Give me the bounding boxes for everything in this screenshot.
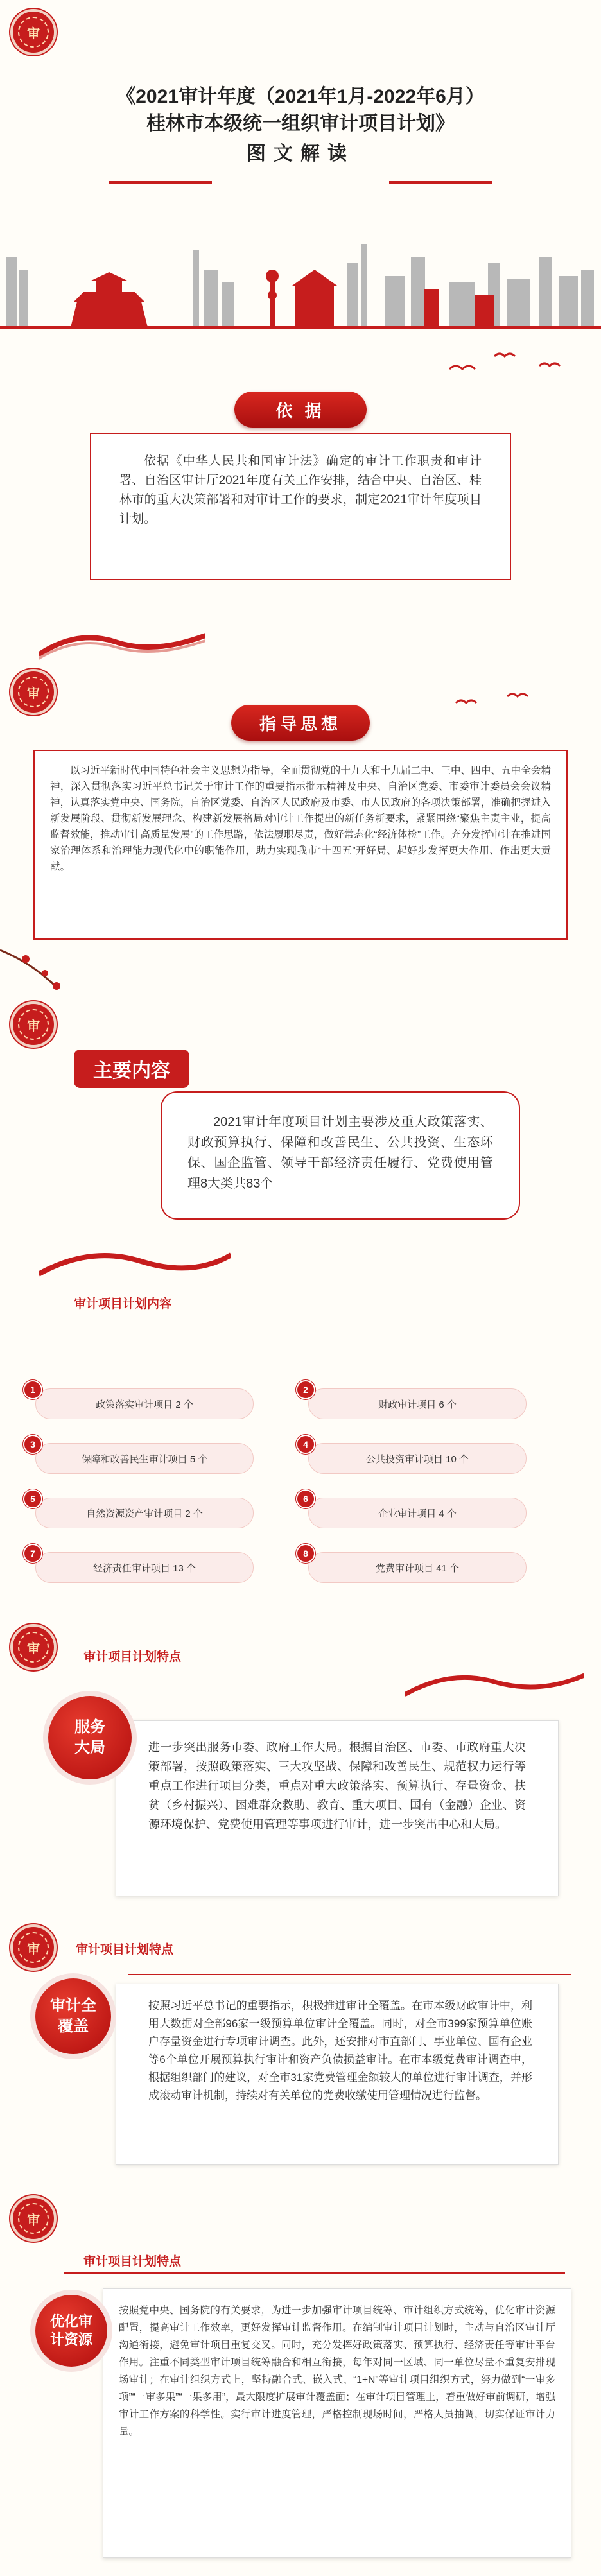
plan-item-number: 6 <box>296 1489 315 1508</box>
divider <box>128 1974 571 1975</box>
feature3-text: 按照党中央、国务院的有关要求，为进一步加强审计项目统筹、审计组织方式统筹，优化审计资源配置，提高审计工作效率，更好发挥审计监督作用。在编制审计项目计划时，主动与自治区审计厅沟通衔接，避免审计项目重复交叉。同时，充分发挥好政策落实、预算执行、经济责任等审计平台作用。注重不同类型审计项目统筹融合和相互衔接，每年对同一区域、同一单位尽量不重复安排现场审计；在审计组织方式上，坚持融合式、嵌入式、“1+N”等审计项目组织方式，努力做到“一审多项”“一审多果”“一果多用”，最大限度扩展审计覆盖面；在审计项目管理上，着重做好审前调研，增强审计工作方案的科学性。实行审计进度管理，严格控制现场时间，严格人员抽调，切实保证审计力量。 <box>119 2305 555 2437</box>
basis-text: 依据《中华人民共和国审计法》确定的审计工作职责和审计署、自治区审计厅2021年度有关工作安排，结合中央、自治区、桂林市的重大决策部署和对审计工作的要求，制定2021审计年度项目计划。 <box>119 454 482 526</box>
plan-item-number: 7 <box>23 1544 42 1563</box>
plan-item-8: 党费审计项目 41 个 <box>308 1552 527 1583</box>
plan-item-number: 3 <box>23 1435 42 1454</box>
plan-item-5: 自然资源资产审计项目 2 个 <box>35 1498 254 1528</box>
birds-icon <box>449 687 578 713</box>
plan-item-2: 财政审计项目 6 个 <box>308 1388 527 1419</box>
plan-item-3: 保障和改善民生审计项目 5 个 <box>35 1443 254 1474</box>
plan-item-7: 经济责任审计项目 13 个 <box>35 1552 254 1583</box>
feature1-badge: 服务 大局 <box>48 1696 132 1779</box>
emblem-icon: 审 <box>10 2195 57 2242</box>
plan-heading: 审计项目计划内容 <box>74 1297 172 1311</box>
feature2-box <box>116 1984 559 2165</box>
plan-item-1: 政策落实审计项目 2 个 <box>35 1388 254 1419</box>
feature3-box <box>103 2288 571 2558</box>
feature1-text: 进一步突出服务市委、政府工作大局。根据自治区、市委、市政府重大决策部署，按照政策落实、三大攻坚战、保障和改善民生、规范权力运行等重点工作进行项目分类，重点对重大政策落实、预算执行、存量资金、扶贫（乡村振兴）、困难群众救助、教育、重大项目、国有（金融）企业、资源环境保护、党费使用管理等事项进行审计，进一步突出中心和大局。 <box>148 1741 526 1831</box>
feature2-text: 按照习近平总书记的重要指示，积极推进审计全覆盖。在市本级财政审计中，利用大数据对全部96家一级预算单位审计全覆盖。同时，对全市399家预算单位账户存量资金进行专项审计调查。此外，还安排对市直部门、事业单位、国有企业等6个单位开展预算执行审计和资产负债损益审计。在市本级党费审计调查中，根据组织部门的建议，对全市31家党费管理金额较大的单位进行审计调查，并形成滚动审计机制，持续对有关单位的党费收缴使用管理情况进行监督。 <box>148 2000 532 2102</box>
basis-heading: 依 据 <box>234 392 367 428</box>
plan-item-4: 公共投资审计项目 10 个 <box>308 1443 527 1474</box>
plan-item-number: 5 <box>23 1489 42 1508</box>
feature3-badge: 优化审 计资源 <box>35 2295 107 2367</box>
emblem-icon: 审 <box>10 669 57 715</box>
emblem-icon: 审 <box>10 1624 57 1670</box>
plum-branch-decoration <box>0 944 96 1001</box>
plan-item-number: 8 <box>296 1544 315 1563</box>
title-line-2: 桂林市本级统一组织审计项目计划》 <box>146 113 455 134</box>
emblem-icon: 审 <box>10 1924 57 1971</box>
feature2-heading: 审计项目计划特点 <box>76 1943 174 1957</box>
emblem-icon: 审 <box>10 1001 57 1048</box>
plan-item-6: 企业审计项目 4 个 <box>308 1498 527 1528</box>
great-wall-decoration <box>39 616 205 661</box>
feature2-badge: 审计全 覆盖 <box>35 1978 111 2054</box>
main-content-text: 2021审计年度项目计划主要涉及重大政策落实、财政预算执行、保障和改善民生、公共投资、生态环保、国企监管、领导干部经济责任履行、党费使用管理8大类共83个 <box>187 1115 493 1191</box>
plan-item-number: 1 <box>23 1380 42 1399</box>
page-title <box>0 83 601 166</box>
title-rule-left <box>109 181 212 184</box>
emblem-glyph: 审 <box>18 17 49 48</box>
plan-item-number: 2 <box>296 1380 315 1399</box>
feature1-box <box>116 1720 559 1896</box>
guideline-text: 以习近平新时代中国特色社会主义思想为指导，全面贯彻党的十九大和十九届二中、三中、四中、五中全会精神，深入贯彻落实习近平总书记关于审计工作的重要指示批示精神及中央、自治区党委、市委审计委员会会议精神，认真落实党中央、国务院，自治区党委、自治区人民政府及市委、市人民政府的各项决策部署，准确把握进入新发展阶段、贯彻新发展理念、构建新发展格局对审计工作提出的新任务新要求，紧紧围绕“聚焦主责主业，提高监督效能，推动审计高质量发展”的工作思路，依法履职尽责，做好常态化“经济体检”工作。充分发挥审计在推进国家治理体系和治理能力现代化中的职能作用，助力实现我市“十四五”开好局、起好步发挥更大作用、作出更大贡献。 <box>50 765 551 872</box>
basis-box <box>90 433 511 580</box>
city-skyline-illustration <box>0 231 601 334</box>
guideline-box <box>33 750 568 940</box>
emblem-icon <box>10 9 57 55</box>
title-line-3: 图文解读 <box>247 143 354 164</box>
title-line-1: 《2021审计年度（2021年1月-2022年6月） <box>116 86 485 107</box>
feature1-heading: 审计项目计划特点 <box>83 1650 182 1664</box>
feature3-heading: 审计项目计划特点 <box>83 2255 182 2269</box>
main-content-heading: 主要内容 <box>74 1050 189 1088</box>
great-wall-decoration <box>405 1663 584 1701</box>
main-content-box <box>161 1091 520 1220</box>
divider <box>64 2272 565 2274</box>
plan-item-number: 4 <box>296 1435 315 1454</box>
great-wall-decoration <box>39 1239 231 1284</box>
birds-icon <box>443 343 571 382</box>
title-rule-right <box>389 181 492 184</box>
guideline-heading: 指导思想 <box>231 705 370 741</box>
